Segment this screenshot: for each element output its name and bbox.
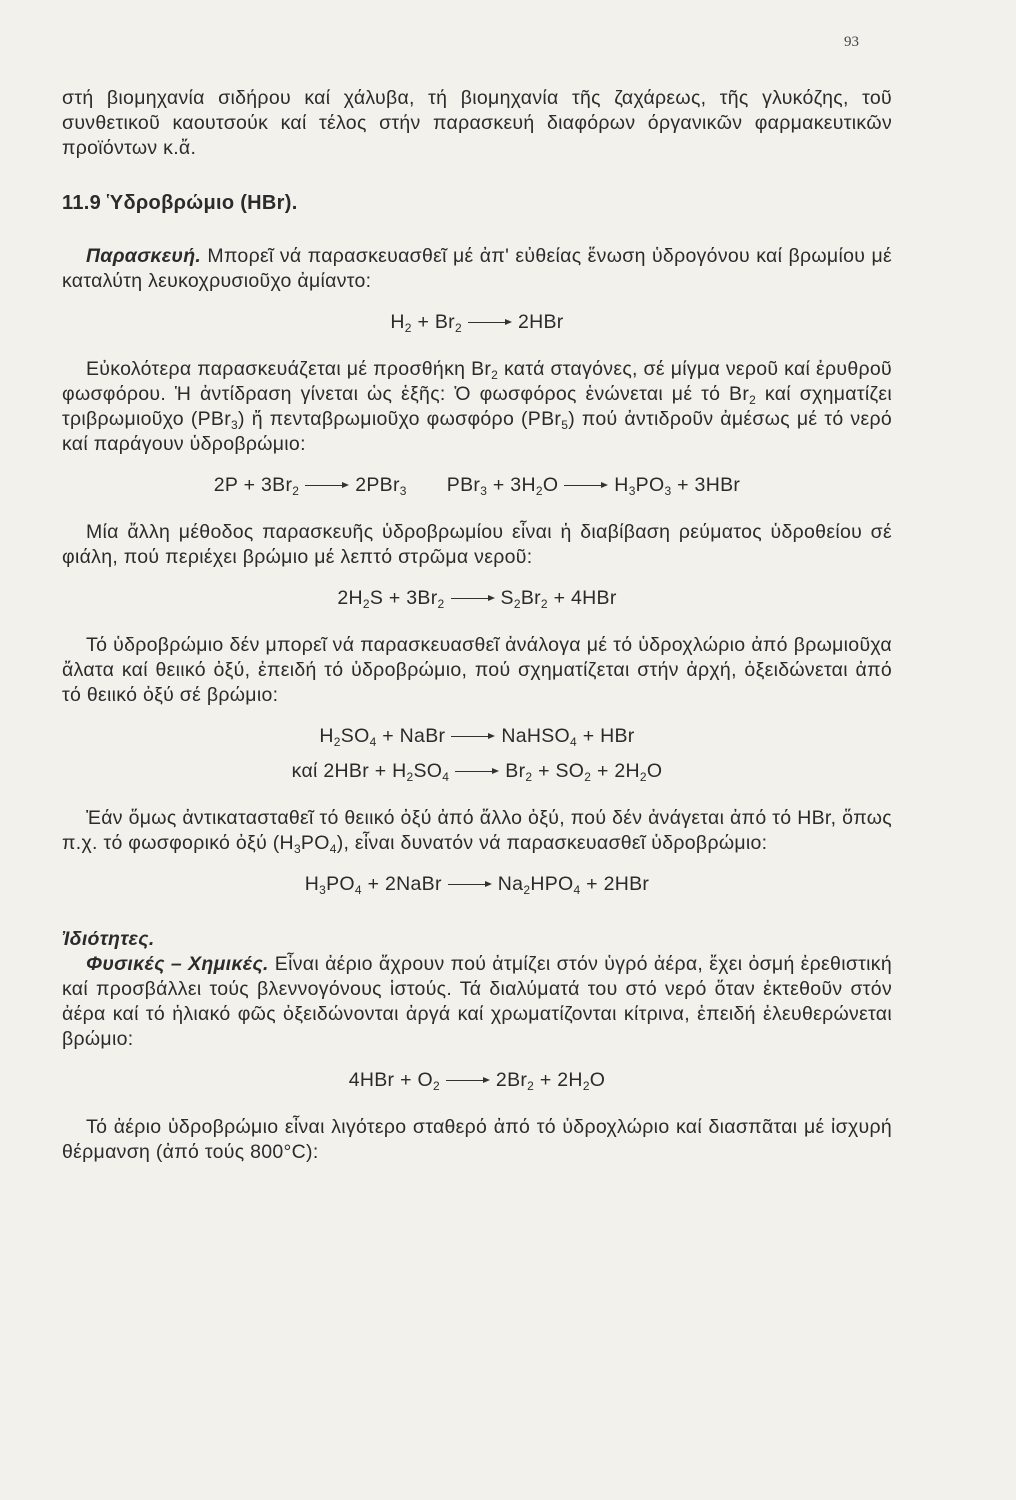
preparation-paragraph-2: Εὐκολότερα παρασκευάζεται μέ προσθήκη $Br_2$ κατά σταγόνες, σέ μίγμα νεροῦ καί ἐρυθροῦ φωσφόρου. Ἡ ἀντίδραση γίνεται ὡς ἑξῆς: Ὁ φωσφόρος ἑνώνεται μέ τό $Br_2$ καί σχηματίζει τριβρωμιοῦχο (PBr$_3$) ἤ πενταβρωμιοῦχο φωσφόρο (PBr$_5$) πού ἀντιδροῦν ἀμέσως μέ τό νερό καί παράγουν ὑδροβρώμιο: — [62, 358, 892, 455]
reaction-arrow — [446, 1076, 490, 1086]
section-heading — [62, 191, 892, 216]
equation-2: $2P + 3Br_2$ 2PBr$_3$ $PBr_3 + 3H_2O$ $H_3PO_3 + 3HBr$ — [213, 474, 741, 498]
reaction-arrow — [448, 880, 492, 890]
equation-1: $H_2 + Br_2$ 2HBr — [390, 311, 564, 335]
equation-7: $4HBr + O_2$ $2Br_2 + 2H_2O$ — [348, 1069, 606, 1093]
equation-6: $H_3PO_4$ + 2NaBr $Na_2HPO_4 + 2HBr$ — [304, 873, 650, 897]
preparation-paragraph-5: Ἐάν ὅμως ἀντικατασταθεῖ τό θειικό ὀξύ ἀπό ἄλλο ὀξύ, πού δέν ἀνάγεται ἀπό τό HBr, ὅπως π.χ. τό φωσφορικό ὀξύ $(H_3PO_4)$, εἶναι δυνατόν νά παρασκευασθεῖ ὑδροβρώμιο: — [62, 807, 892, 856]
reaction-arrow — [305, 481, 349, 491]
reaction-arrow — [564, 481, 608, 491]
preparation-label: Παρασκευή. — [86, 245, 202, 267]
equation-4: $H_2SO_4$ + NaBr NaHSO$_4$ + HBr — [319, 725, 635, 749]
properties-paragraph-2: Τό ἀέριο ὑδροβρώμιο εἶναι λιγότερο σταθερό ἀπό τό ὑδροχλώριο καί διασπᾶται μέ ἰσχυρή θέρμανση (ἀπό τούς 800°C): — [62, 1116, 892, 1163]
equation-3: $2H_2S + 3Br_2$ $S_2Br_2 + 4HBr$ — [337, 587, 617, 611]
reaction-arrow — [451, 732, 495, 742]
reaction-arrow — [451, 594, 495, 604]
reaction-arrow — [455, 767, 499, 777]
properties-paragraph-1: Φυσικές – Χημικές. Εἶναι ἀέριο ἄχρουν πού ἀτμίζει στόν ὑγρό ἀέρα, ἔχει ὀσμή ἐρεθιστική καί προσβάλλει τούς βλεννογόνους ἱστούς. Τά διαλύματά του στό νερό ὅταν ἐκτεθοῦν στόν ἀέρα καί τό ἡλιακό φῶς ὀξειδώνονται ἀργά καί χρωματίζονται κίτρινα, ἐπειδή ἐλευθερώνεται βρώμιο: — [62, 953, 892, 1050]
properties-heading: Ἰδιότητες. — [62, 928, 155, 950]
preparation-paragraph-4: Τό ὑδροβρώμιο δέν μπορεῖ νά παρασκευασθεῖ ἀνάλογα μέ τό ὑδροχλώριο ἀπό βρωμιοῦχα ἄλατα καί θειικό ὀξύ, ἐπειδή τό ὑδροβρώμιο, πού σχηματίζεται στήν ἀρχή, ὀξειδώνεται ἀπό τό θειικό ὀξύ σέ βρώμιο: — [62, 634, 892, 706]
page-number: 93 — [844, 34, 859, 50]
preparation-paragraph-1: Παρασκευή. Μπορεῖ νά παρασκευασθεῖ μέ ἀπ' εὐθείας ἕνωση ὑδρογόνου καί βρωμίου μέ καταλύτη λευκοχρυσιοῦχο ἀμίαντο: — [62, 245, 892, 292]
section-number: 11.9 — [62, 192, 102, 214]
preparation-paragraph-3: Μία ἄλλη μέθοδος παρασκευῆς ὑδροβρωμίου εἶναι ἡ διαβίβαση ρεύματος ὑδροθείου σέ φιάλη, πού περιέχει βρώμιο μέ λεπτό στρῶμα νεροῦ: — [62, 521, 892, 568]
page-content — [62, 86, 892, 1165]
section-title: Ὑδροβρώμιο (HBr). — [106, 192, 298, 214]
equation-5: καί $2HBr + H_2SO_4$ $Br_2 + SO_2 + 2H_2O$ — [291, 760, 663, 784]
reaction-arrow — [468, 318, 512, 328]
intro-paragraph: στή βιομηχανία σιδήρου καί χάλυβα, τή βιομηχανία τῆς ζαχάρεως, τῆς γλυκόζης, τοῦ συνθετικοῦ καουτσούκ καί τέλος στήν παρασκευή διαφόρων όργανικῶν φαρμακευτικῶν προϊόντων κ.ἄ. — [62, 87, 892, 159]
properties-label: Φυσικές – Χημικές. — [86, 953, 269, 975]
